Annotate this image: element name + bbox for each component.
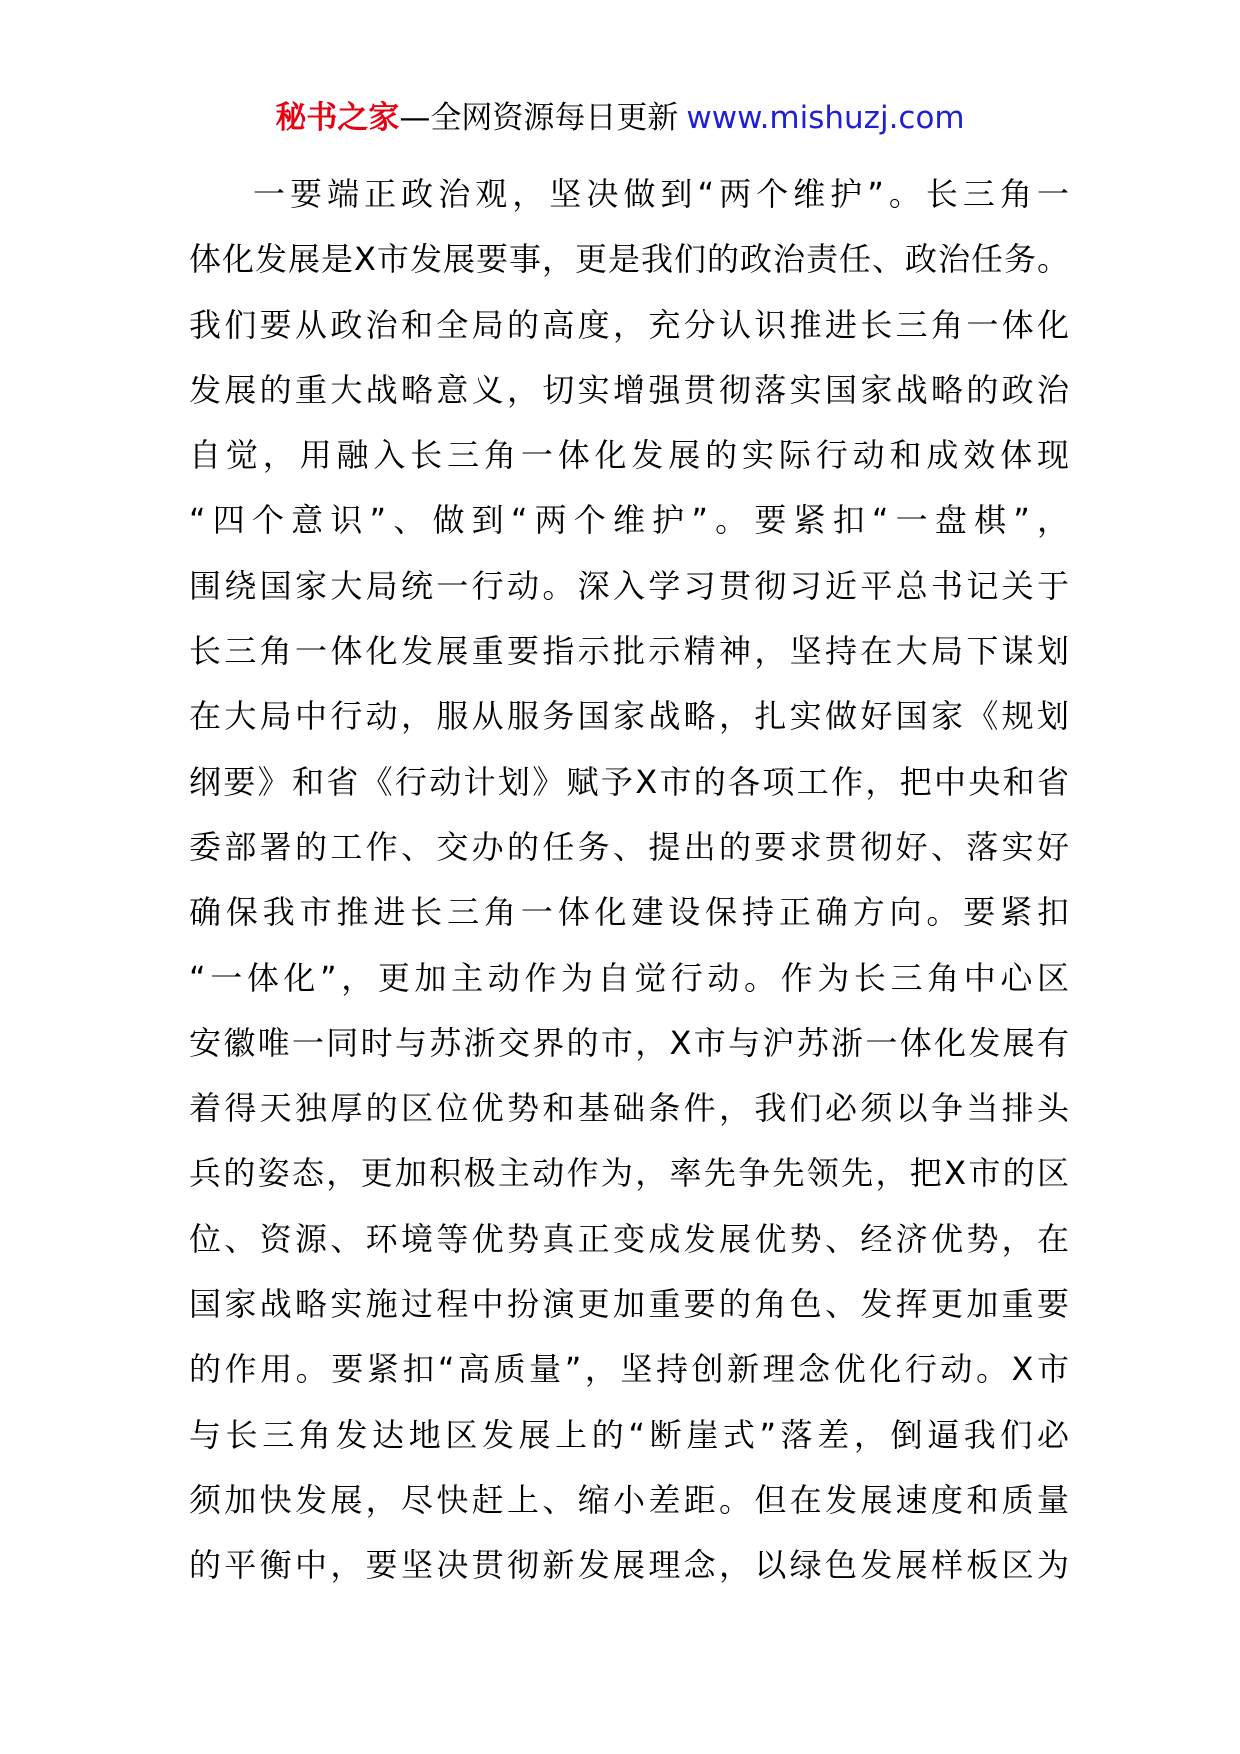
text-line: 国家战略实施过程中扮演更加重要的角色、发挥更加重要 — [189, 1285, 1069, 1324]
text-line: 位、资源、环境等优势真正变成发展优势、经济优势，在 — [189, 1219, 1069, 1258]
text-line: “四个意识”、做到“两个维护”。要紧扣“一盘棋”， — [189, 501, 1069, 540]
document-body — [189, 162, 1069, 1599]
site-header — [0, 96, 1240, 140]
text-line: 确保我市推进长三角一体化建设保持正确方向。要紧扣 — [189, 893, 1069, 932]
text-line: 我们要从政治和全局的高度，充分认识推进长三角一体化 — [189, 305, 1069, 344]
text-line: 着得天独厚的区位优势和基础条件，我们必须以争当排头 — [189, 1089, 1069, 1128]
site-url-link[interactable]: www.mishuzj.com — [686, 100, 965, 136]
text-line: 围绕国家大局统一行动。深入学习贯彻习近平总书记关于 — [189, 566, 1069, 605]
text-line: 与长三角发达地区发展上的“断崖式”落差，倒逼我们必 — [189, 1415, 1069, 1454]
text-line: 安徽唯一同时与苏浙交界的市，X市与沪苏浙一体化发展有 — [189, 1023, 1069, 1062]
site-brand: 秘书之家 — [275, 100, 400, 136]
text-line: 一要端正政治观，坚决做到“两个维护”。长三角一 — [253, 175, 1069, 213]
text-line: 的作用。要紧扣“高质量”，坚持创新理念优化行动。X市 — [189, 1350, 1069, 1389]
text-line: 纲要》和省《行动计划》赋予X市的各项工作，把中央和省 — [189, 762, 1069, 801]
text-line: 的平衡中，要坚决贯彻新发展理念，以绿色发展样板区为 — [189, 1546, 1069, 1585]
text-line: 发展的重大战略意义，切实增强贯彻落实国家战略的政治 — [189, 370, 1069, 409]
text-line: 兵的姿态，更加积极主动作为，率先争先领先，把X市的区 — [189, 1154, 1069, 1193]
text-line: 委部署的工作、交办的任务、提出的要求贯彻好、落实好 — [189, 827, 1069, 866]
text-line: “一体化”，更加主动作为自觉行动。作为长三角中心区 — [189, 958, 1069, 997]
text-line: 自觉，用融入长三角一体化发展的实际行动和成效体现 — [189, 436, 1069, 475]
text-line: 须加快发展，尽快赶上、缩小差距。但在发展速度和质量 — [189, 1480, 1069, 1519]
text-line: 长三角一体化发展重要指示批示精神，坚持在大局下谋划 — [189, 632, 1069, 671]
site-slogan: —全网资源每日更新 — [399, 100, 679, 136]
text-line: 体化发展是X市发展要事，更是我们的政治责任、政治任务。 — [189, 240, 1069, 279]
text-line: 在大局中行动，服从服务国家战略，扎实做好国家《规划 — [189, 697, 1069, 736]
